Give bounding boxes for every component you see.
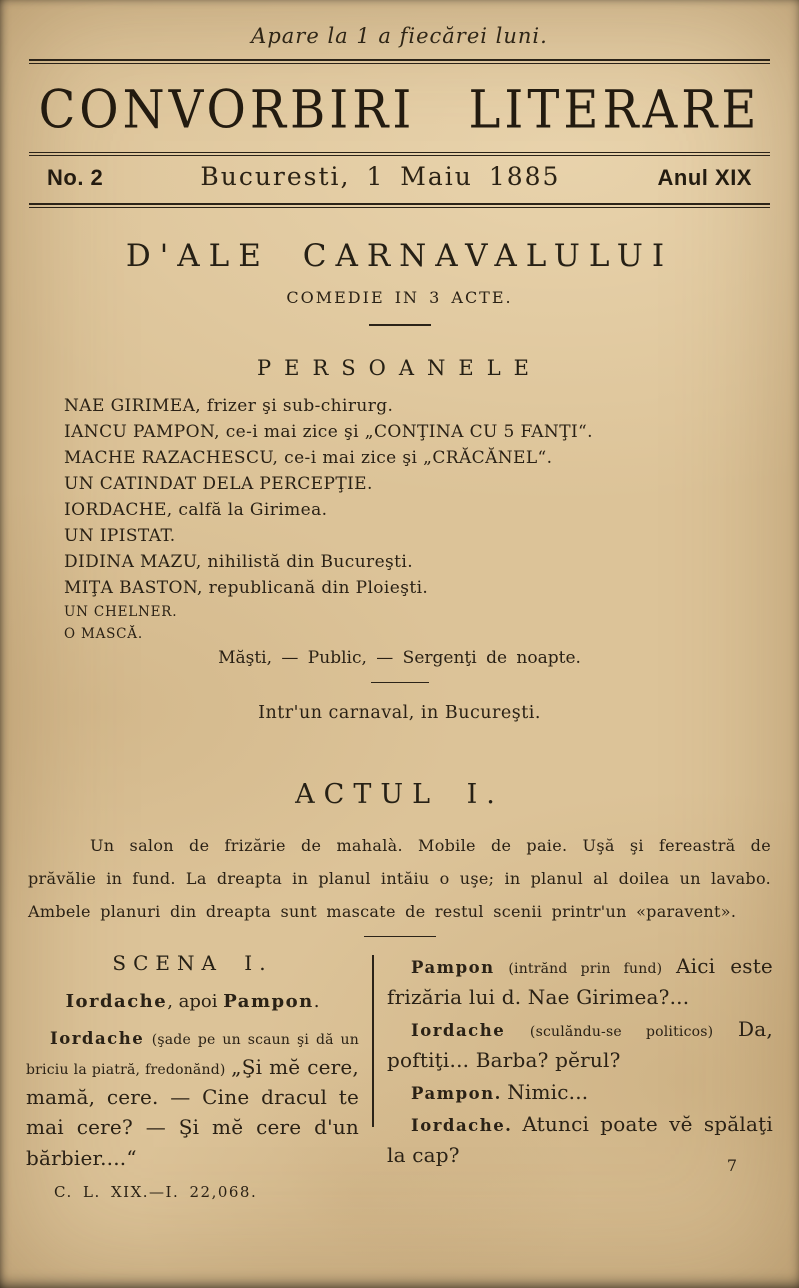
cast-item: MACHE RAZACHESCU, ce-i mai zice şi „CRĂCĂNEL“. — [64, 448, 553, 468]
cast-item: DIDINA MAZU, nihilistă din Bucureşti. — [64, 552, 414, 572]
publication-note: Apare la 1 a fiecărei luni. — [251, 24, 548, 48]
play-subtitle: COMEDIE IN 3 ACTE. — [286, 288, 513, 307]
speaker-name: Iordache — [65, 991, 168, 1013]
cast-heading: PERSOANELE — [256, 356, 543, 380]
cast-list — [0, 393, 799, 645]
cast-item: UN IPISTAT. — [64, 526, 176, 546]
speech-text: Nimic... — [507, 1079, 589, 1104]
scene-cast-separator: , apoi — [167, 991, 224, 1013]
dialogue-paragraph — [26, 1026, 359, 1173]
scene-cast-period: . — [313, 991, 320, 1013]
stage-cue: (intrănd prin fund) — [508, 961, 663, 978]
dialogue-paragraph — [387, 951, 773, 1012]
speech-text: Atunci poate vĕ spălaţi la cap? — [387, 1112, 773, 1167]
dialogue-paragraph — [387, 1109, 773, 1170]
section-rule — [371, 682, 429, 683]
cast-item: NAE GIRIMEA, frizer şi sub-chirurg. — [64, 396, 394, 416]
left-column — [26, 951, 372, 1201]
issue-number: No. 2 — [47, 165, 104, 190]
cast-item: MIŢA BASTON, republicană din Ploieşti. — [64, 578, 429, 598]
cast-extras-note: Măşti, — Public, — Sergenţi de noapte. — [218, 648, 581, 668]
cast-item: UN CHELNER. — [64, 604, 178, 620]
play-title: D'ALE CARNAVALULUI — [125, 238, 674, 274]
right-column — [374, 951, 773, 1201]
speaker-name: Pampon — [223, 991, 314, 1013]
cast-item: IANCU PAMPON, ce-i mai zice şi „CONŢINA CU 5 FANŢI“. — [64, 422, 593, 442]
masthead — [0, 162, 799, 196]
print-signature: C. L. XIX.—I. 22,068. — [54, 1183, 258, 1202]
volume-year: Anul XIX — [657, 165, 752, 190]
cast-item: UN CATINDAT DELA PERCEPŢIE. — [64, 474, 373, 494]
journal-title: CONVORBIRI LITERARE — [38, 79, 761, 141]
stage-direction: Un salon de frizărie de mahalà. Mobile de paie. Uşă şi fereastră de prăvălie in fund. La dreapta in planul intăiu o uşe; in planul al doilea un lavabo. Ambele planuri din dreapta sunt mascate de restul scenii printr'un «paravent». — [28, 836, 771, 921]
speaker-name: Pampon. — [411, 1083, 502, 1103]
place-date: Bucuresti, 1 Maiu 1885 — [200, 162, 561, 191]
act-heading: ACTUL I. — [295, 779, 504, 810]
section-rule — [364, 936, 436, 937]
dialogue-paragraph — [387, 1014, 773, 1075]
masthead-divider-rule — [29, 203, 770, 208]
speaker-name: Iordache. — [411, 1116, 513, 1136]
speaker-name: Pampon — [411, 958, 495, 978]
dialogue-columns — [0, 951, 799, 1201]
title-divider-rule — [29, 152, 770, 156]
cast-item: IORDACHE, calfă la Girimea. — [64, 500, 328, 520]
stage-cue: (şade pe un scaun şi dă un briciu la piatră, fredonănd) — [26, 1032, 359, 1078]
speech-text: Da, poftiţi... Barba? pĕrul? — [387, 1017, 773, 1072]
scene-heading: SCENA I. — [112, 951, 273, 976]
stage-cue: (sculăndu-se politicos) — [529, 1024, 714, 1041]
speaker-name: Iordache — [411, 1021, 506, 1041]
page-number: 7 — [726, 1156, 737, 1175]
section-rule — [369, 324, 431, 326]
top-divider-rule — [29, 59, 770, 64]
dialogue-paragraph — [387, 1077, 773, 1107]
speech-text: „Şi mĕ cere, mamă, cere. — Cine dracul te mai cere? — Şi mĕ cere d'un bărbier....“ — [26, 1054, 359, 1170]
cast-item: O MASCĂ. — [64, 626, 143, 642]
speech-text: Aici este frizăria lui d. Nae Girimea?... — [387, 954, 773, 1009]
setting-line: Intr'un carnaval, in Bucureşti. — [258, 703, 541, 723]
scene-cast-line — [26, 991, 359, 1012]
speaker-name: Iordache — [50, 1029, 145, 1049]
